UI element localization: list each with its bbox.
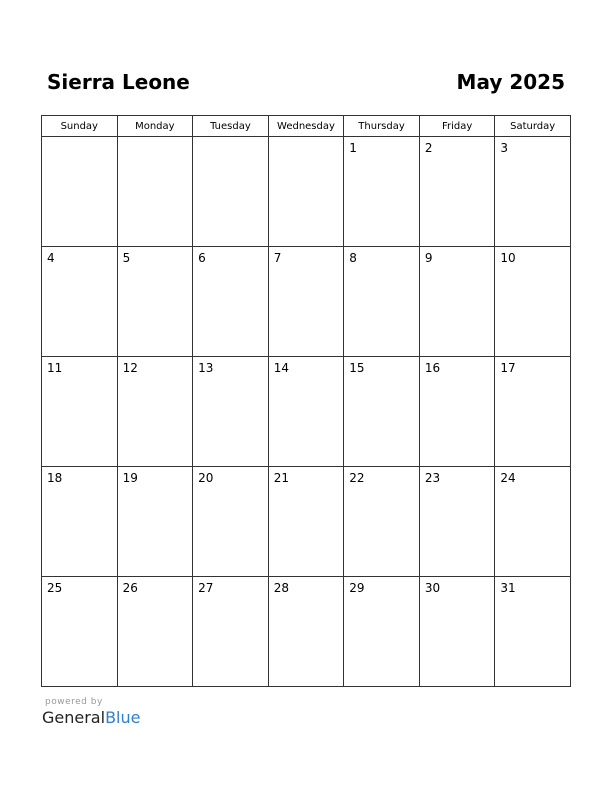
weekday-sunday: Sunday: [42, 116, 118, 137]
calendar-header: [47, 70, 565, 100]
day-number: 7: [273, 251, 282, 265]
day-number: 27: [198, 581, 214, 595]
month-title: May 2025: [456, 70, 565, 94]
week-row: [42, 467, 571, 577]
day-cell: [117, 137, 193, 247]
day-cell: [193, 247, 269, 357]
weekday-monday: Monday: [117, 116, 193, 137]
day-number: 9: [424, 251, 433, 265]
day-cell: [495, 357, 571, 467]
day-number: [42, 137, 117, 141]
day-cell: [42, 357, 118, 467]
day-number: 5: [122, 251, 131, 265]
day-cell: [42, 467, 118, 577]
day-number: 15: [349, 361, 365, 375]
day-number: 6: [198, 251, 206, 265]
day-number: 8: [349, 251, 357, 265]
day-number: 24: [500, 471, 516, 485]
day-cell: [344, 137, 420, 247]
day-cell: [42, 137, 118, 247]
day-cell: [117, 577, 193, 687]
weekday-friday: Friday: [419, 116, 495, 137]
brand-logo[interactable]: [42, 708, 140, 727]
day-number: 22: [349, 471, 365, 485]
day-cell: [268, 577, 344, 687]
week-row: [42, 137, 571, 247]
day-cell: [495, 247, 571, 357]
day-number: 20: [198, 471, 214, 485]
powered-by-label: powered by: [45, 697, 103, 707]
day-number: 30: [424, 581, 441, 595]
brand-general-text: General: [42, 708, 106, 727]
day-cell: [344, 577, 420, 687]
day-number: [118, 137, 193, 141]
day-number: 4: [47, 251, 55, 265]
day-cell: [117, 357, 193, 467]
day-cell: [268, 357, 344, 467]
day-cell: [193, 137, 269, 247]
week-row: [42, 247, 571, 357]
weekday-wednesday: Wednesday: [268, 116, 344, 137]
day-cell: [42, 577, 118, 687]
week-row: [42, 357, 571, 467]
day-number: [269, 137, 344, 141]
brand-blue-text: Blue: [105, 708, 141, 727]
day-number: 19: [122, 471, 138, 485]
day-number: 18: [47, 471, 63, 485]
day-cell: [419, 577, 495, 687]
day-cell: [344, 247, 420, 357]
day-cell: [419, 467, 495, 577]
day-cell: [419, 247, 495, 357]
day-cell: [193, 357, 269, 467]
weekday-thursday: Thursday: [344, 116, 420, 137]
weekday-header-row: [42, 116, 571, 137]
weekday-tuesday: Tuesday: [193, 116, 269, 137]
brand-footer: [42, 697, 140, 727]
day-number: 13: [198, 361, 214, 375]
day-number: 26: [122, 581, 138, 595]
day-cell: [495, 137, 571, 247]
day-cell: [42, 247, 118, 357]
weekday-saturday: Saturday: [495, 116, 571, 137]
day-cell: [117, 467, 193, 577]
day-number: 10: [500, 251, 516, 265]
day-number: 3: [500, 141, 509, 155]
day-number: 29: [349, 581, 365, 595]
day-number: 21: [273, 471, 289, 485]
day-number: 16: [424, 361, 441, 375]
day-cell: [268, 247, 344, 357]
day-number: 25: [47, 581, 63, 595]
day-number: 17: [500, 361, 516, 375]
day-number: 23: [424, 471, 441, 485]
calendar-grid: [41, 115, 571, 687]
day-cell: [344, 467, 420, 577]
day-cell: [268, 137, 344, 247]
day-cell: [193, 577, 269, 687]
day-cell: [419, 357, 495, 467]
day-number: 14: [273, 361, 289, 375]
day-number: 31: [500, 581, 516, 595]
day-cell: [495, 467, 571, 577]
country-title: Sierra Leone: [47, 70, 190, 94]
day-number: 28: [273, 581, 289, 595]
day-number: 11: [47, 361, 63, 375]
day-number: 2: [424, 141, 433, 155]
day-number: 1: [349, 141, 357, 155]
day-number: [193, 137, 268, 141]
week-row: [42, 577, 571, 687]
day-cell: [268, 467, 344, 577]
day-number: 12: [122, 361, 138, 375]
day-cell: [419, 137, 495, 247]
day-cell: [117, 247, 193, 357]
day-cell: [193, 467, 269, 577]
day-cell: [495, 577, 571, 687]
day-cell: [344, 357, 420, 467]
